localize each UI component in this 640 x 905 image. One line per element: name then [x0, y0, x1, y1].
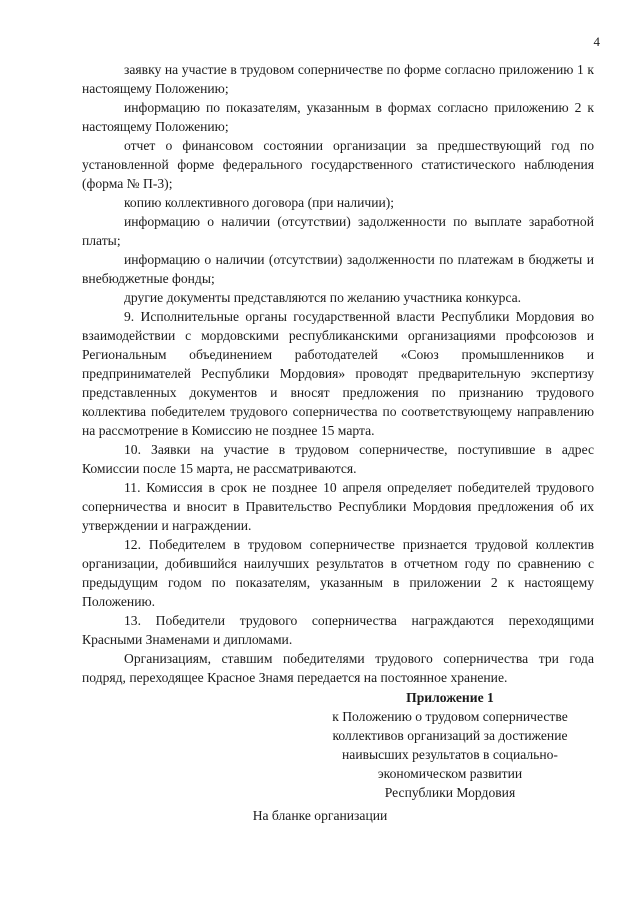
paragraph-item-12: 12. Победителем в трудовом соперничестве признается трудовой коллектив организации, добившийся наилучших результатов в отчетном году по сравнению с предыдущим годом по показателям, указанным в приложении 2 к настоящему Положению.: [82, 537, 594, 609]
appendix-line: Республики Мордовия: [384, 785, 516, 800]
paragraph-application-form: заявку на участие в трудовом соперничестве по форме согласно приложению 1 к настоящему Положению;: [82, 62, 594, 96]
appendix-line: экономическом развитии: [377, 766, 523, 781]
paragraph-item-13: 13. Победители трудового соперничества награждаются переходящими Красными Знаменами и дипломами.: [82, 613, 594, 647]
paragraph-red-banner: Организациям, ставшим победителями трудового соперничества три года подряд, переходящее Красное Знамя передается на постоянное хранение.: [82, 651, 594, 685]
paragraph-item-11: 11. Комиссия в срок не позднее 10 апреля определяет победителей трудового соперничества и вносит в Правительство Республики Мордовия предложения об их утверждении и награждении.: [82, 480, 594, 533]
appendix-line: коллективов организаций за достижение: [332, 728, 568, 743]
appendix-line: наивысших результатов в социально-: [342, 747, 558, 762]
paragraph-other-documents: другие документы представляются по желанию участника конкурса.: [124, 290, 522, 305]
letterhead-note: На бланке организации: [252, 808, 388, 823]
paragraph-item-10: 10. Заявки на участие в трудовом соперничестве, поступившие в адрес Комиссии после 15 марта, не рассматриваются.: [82, 442, 594, 476]
paragraph-financial-report: отчет о финансовом состоянии организации за предшествующий год по установленной форме федерального государственного статистического наблюдения (форма № П-3);: [82, 138, 594, 191]
paragraph-item-9: 9. Исполнительные органы государственной власти Республики Мордовия во взаимодействии с мордовскими республиканскими организациями профсоюзов и Региональным объединением работодателей «Союз промышленников и предпринимателей Республики Мордовия» проводят предварительную экспертизу представленных документов и вносят предложения по признанию трудового коллектива победителем трудового соперничества по соответствующему направлению на рассмотрение в Комиссию не позднее 15 марта.: [82, 309, 594, 438]
paragraph-indicators-info: информацию по показателям, указанным в формах согласно приложению 2 к настоящему Положению;: [82, 100, 594, 134]
paragraph-salary-debt: информацию о наличии (отсутствии) задолженности по выплате заработной платы;: [82, 214, 594, 248]
appendix-line: к Положению о трудовом соперничестве: [332, 709, 568, 724]
appendix-title: Приложение 1: [406, 690, 494, 705]
paragraph-budget-debt: информацию о наличии (отсутствии) задолженности по платежам в бюджеты и внебюджетные фонды;: [82, 252, 594, 286]
paragraph-collective-agreement: копию коллективного договора (при наличии);: [124, 195, 395, 210]
appendix-block: [300, 688, 600, 802]
document-body: [82, 60, 594, 687]
page-number: 4: [593, 34, 600, 49]
